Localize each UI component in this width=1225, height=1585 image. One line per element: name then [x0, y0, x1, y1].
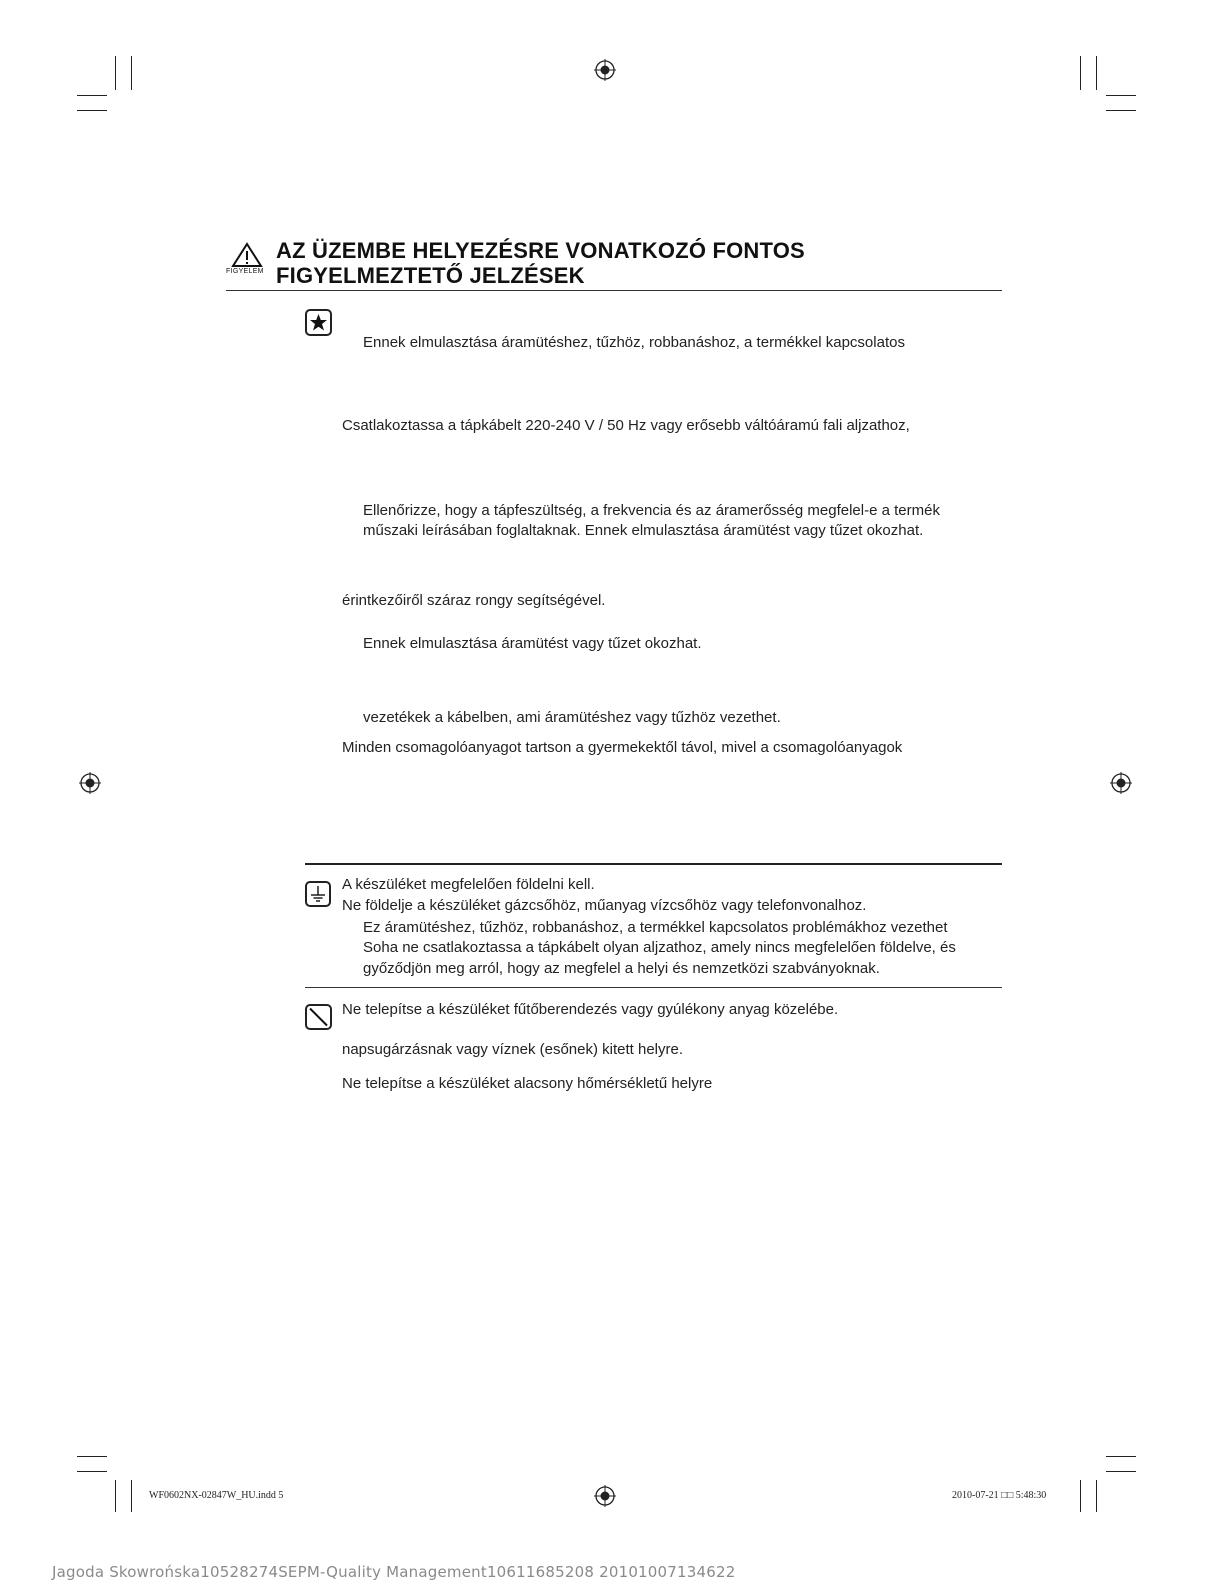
crop-mark [77, 110, 107, 111]
warning-triangle-icon [231, 242, 263, 268]
section1-text: vezetékek a kábelben, ami áramütéshez vagy tűzhöz vezethet. [363, 709, 781, 726]
section1-text: Ennek elmulasztása áramütést vagy tűzet okozhat. [363, 635, 702, 652]
crop-mark [1080, 1480, 1081, 1512]
section1-text: Ellenőrizze, hogy a tápfeszültség, a frekvencia és az áramerősség megfelel-e a termék [363, 502, 940, 519]
section2-text: Ez áramütéshez, tűzhöz, robbanáshoz, a termékkel kapcsolatos problémákhoz vezethet [363, 919, 948, 936]
page-title-line1: AZ ÜZEMBE HELYEZÉSRE VONATKOZÓ FONTOS [276, 238, 805, 263]
heading-divider [226, 290, 1002, 291]
section1-text: műszaki leírásában foglaltaknak. Ennek elmulasztása áramütést vagy tűzet okozhat. [363, 522, 924, 539]
section2-text: Ne földelje a készüléket gázcsőhöz, műanyag vízcsőhöz vagy telefonvonalhoz. [342, 897, 867, 914]
section2-text: A készüléket megfelelően földelni kell. [342, 876, 595, 893]
section-divider [305, 987, 1002, 988]
registration-mark-icon [594, 59, 616, 81]
section3-text: Ne telepítse a készüléket fűtőberendezés vagy gyúlékony anyag közelébe. [342, 1001, 839, 1018]
registration-mark-icon [1110, 772, 1132, 794]
star-icon [305, 309, 332, 336]
section-divider [305, 863, 1002, 865]
crop-mark [1096, 1480, 1097, 1512]
section1-text: érintkezőiről száraz rongy segítségével. [342, 592, 606, 609]
section1-text: Minden csomagolóanyagot tartson a gyermekektől távol, mivel a csomagolóanyagok [342, 739, 903, 756]
registration-mark-icon [594, 1485, 616, 1507]
crop-mark [115, 1480, 116, 1512]
crop-mark [131, 1480, 132, 1512]
crop-mark [1106, 1471, 1136, 1472]
crop-mark [1096, 56, 1097, 90]
crop-mark [1080, 56, 1081, 90]
prohibited-icon [305, 1004, 332, 1030]
crop-mark [131, 56, 132, 90]
crop-mark [77, 1456, 107, 1457]
crop-mark [1106, 95, 1136, 96]
warning-label: FIGYELEM [226, 268, 264, 275]
crop-mark [115, 56, 116, 90]
registration-mark-icon [79, 772, 101, 794]
footer-timestamp: 2010-07-21 □□ 5:48:30 [952, 1490, 1047, 1501]
ground-icon [305, 881, 331, 907]
section1-text: Csatlakoztassa a tápkábelt 220-240 V / 50 Hz vagy erősebb váltóáramú fali aljzathoz, [342, 417, 910, 434]
footer-filename: WF0602NX-02847W_HU.indd 5 [149, 1490, 284, 1501]
page-title-line2: FIGYELMEZTETŐ JELZÉSEK [276, 263, 585, 288]
crop-mark [1106, 110, 1136, 111]
section2-text: Soha ne csatlakoztassa a tápkábelt olyan aljzathoz, amely nincs megfelelően földelve, és [363, 939, 956, 956]
crop-mark [77, 95, 107, 96]
crop-mark [1106, 1456, 1136, 1457]
section3-text: napsugárzásnak vagy víznek (esőnek) kitett helyre. [342, 1041, 684, 1058]
section2-text: győződjön meg arról, hogy az megfelel a helyi és nemzetközi szabványoknak. [363, 960, 880, 977]
watermark-text: Jagoda Skowrońska10528274SEPM-Quality Management10611685208 20101007134622 [52, 1563, 736, 1581]
section3-text: Ne telepítse a készüléket alacsony hőmérsékletű helyre [342, 1075, 713, 1092]
crop-mark [77, 1471, 107, 1472]
section1-text: Ennek elmulasztása áramütéshez, tűzhöz, robbanáshoz, a termékkel kapcsolatos [363, 334, 905, 351]
